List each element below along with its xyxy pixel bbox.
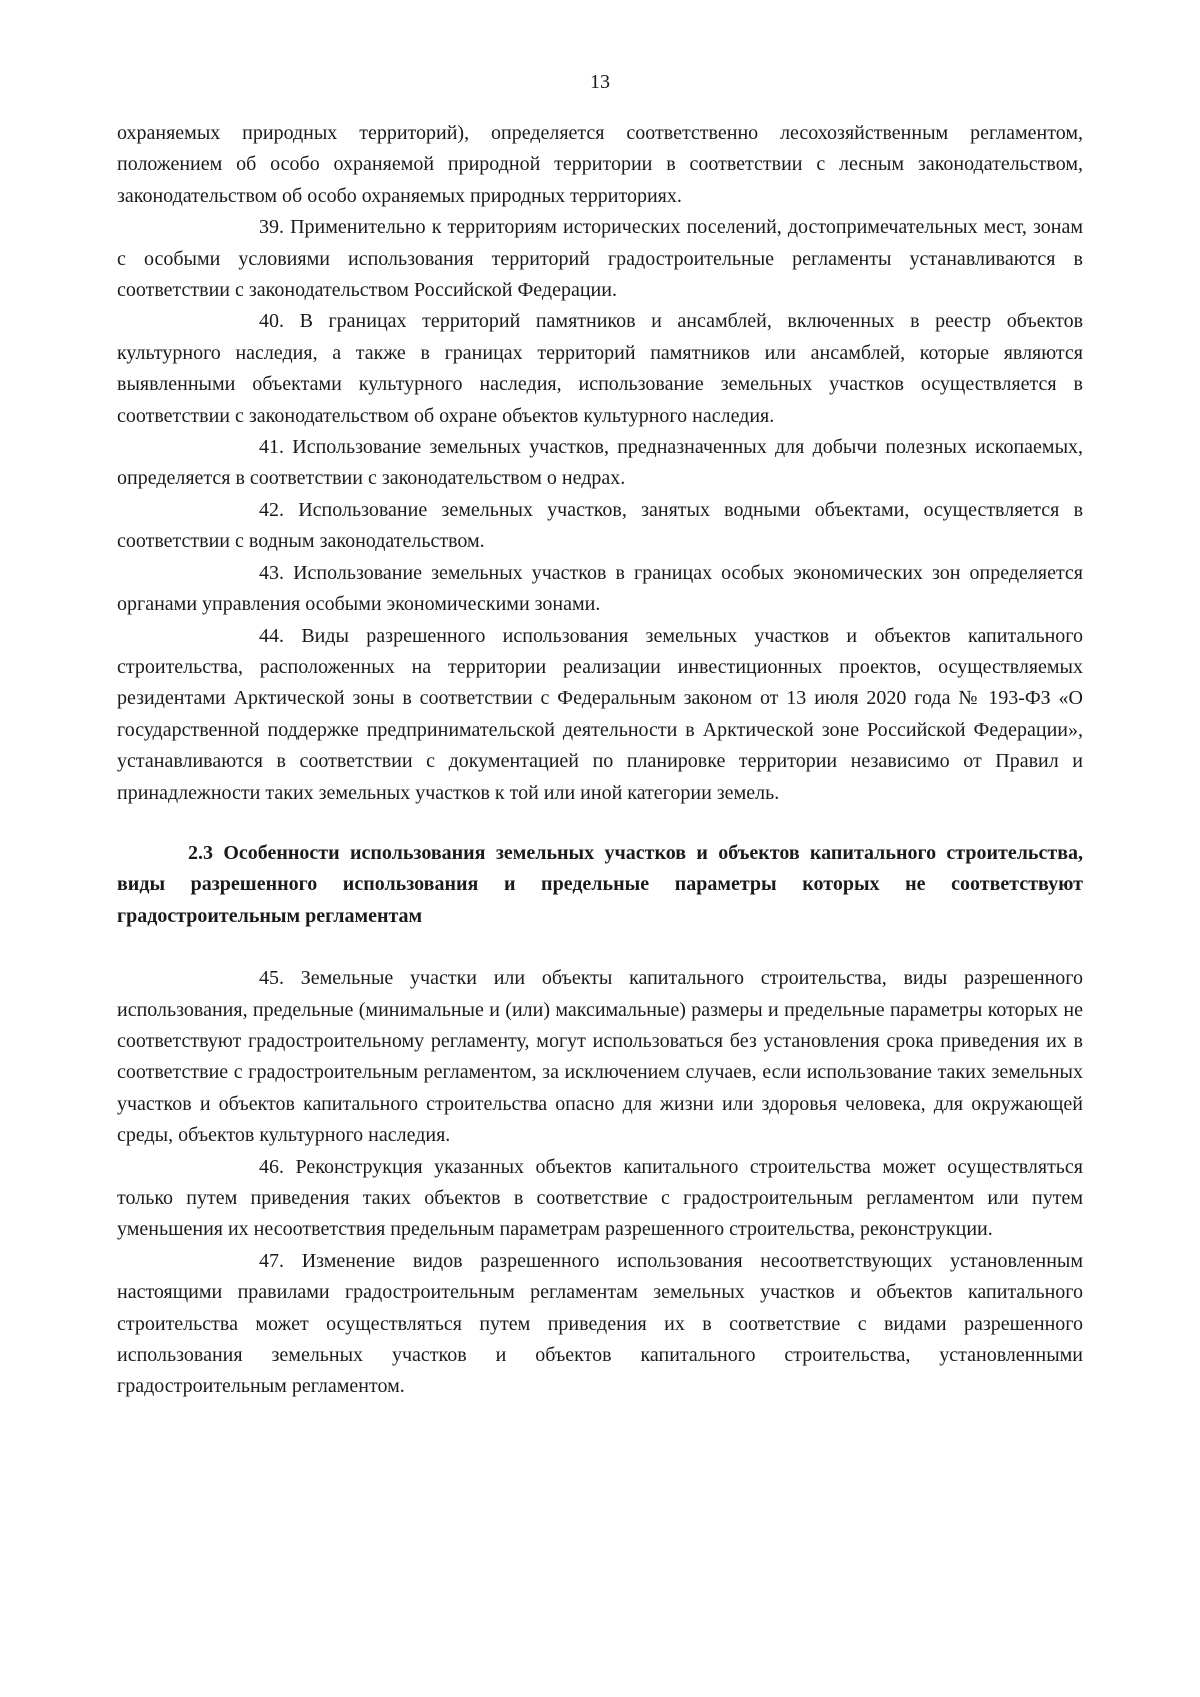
paragraph-text: Реконструкция указанных объектов капитального строительства может осуществляться только путем приведения таких объектов в соответствие с градостроительным регламентом или путем уменьшения их несоответствия предельным параметрам разрешенного строительства, реконструкции. bbox=[117, 1155, 1084, 1241]
paragraph-39 bbox=[117, 212, 1083, 306]
paragraph-text: охраняемых природных территорий), определяется соответственно лесохозяйственным регламентом, положением об особо охраняемой природной территории в соответствии с лесным законодательством, законодательством об особо охраняемых природных территориях. bbox=[117, 122, 1083, 207]
paragraph-number: 40. bbox=[259, 310, 284, 333]
paragraph-number: 41. bbox=[259, 436, 284, 459]
paragraph-text: Виды разрешенного использования земельных участков и объектов капитального строительства, расположенных на территории реализации инвестиционных проектов, осуществляемых резидентами Арктической зоны в соответствии с Федеральным законом от 13 июля 2020 года № 193-ФЗ «О государственной поддержке предпринимательской деятельности в Арктической зоне Российской Федерации», устанавливаются в соответствии с документацией по планировке территории независимо от Правил и принадлежности таких земельных участков к той или иной категории земель. bbox=[117, 624, 1084, 804]
paragraph-text: Земельные участки или объекты капитального строительства, виды разрешенного использования, предельные (минимальные и (или) максимальные) размеры и предельные параметры которых не соответствуют градостроительному регламенту, могут использоваться без установления срока приведения их в соответствие с градостроительным регламентом, за исключением случаев, если использование таких земельных участков и объектов капитального строительства опасно для жизни или здоровья человека, для окружающей среды, объектов культурного наследия. bbox=[117, 967, 1083, 1147]
paragraph-41 bbox=[117, 432, 1083, 495]
paragraph-number: 44. bbox=[259, 624, 284, 647]
paragraph-number: 39. bbox=[259, 216, 284, 239]
document-body bbox=[117, 118, 1083, 1403]
paragraph-number: 47. bbox=[259, 1249, 284, 1272]
paragraph-42 bbox=[117, 495, 1083, 558]
paragraph-43 bbox=[117, 558, 1083, 621]
paragraph-number: 45. bbox=[259, 967, 284, 990]
paragraph-text: Использование земельных участков, занятых водными объектами, осуществляется в соответствии с водным законодательством. bbox=[117, 498, 1084, 553]
page-number: 13 bbox=[590, 71, 610, 93]
paragraph-text: Использование земельных участков в границах особых экономических зон определяется органами управления особыми экономическими зонами. bbox=[117, 561, 1084, 616]
paragraph-number: 43. bbox=[259, 561, 284, 584]
paragraph-47 bbox=[117, 1246, 1083, 1403]
paragraph-text: Изменение видов разрешенного использования несоответствующих установленным настоящими правилами градостроительным регламентам земельных участков и объектов капитального строительства может осуществляться путем приведения их в соответствие с видами разрешенного использования земельных участков и объектов капитального строительства, установленными градостроительным регламентом. bbox=[117, 1249, 1084, 1398]
paragraph-number: 46. bbox=[259, 1155, 284, 1178]
paragraph-text: В границах территорий памятников и ансамблей, включенных в реестр объектов культурного наследия, а также в границах территорий памятников или ансамблей, которые являются выявленными объектами культурного наследия, использование земельных участков осуществляется в соответствии с законодательством об охране объектов культурного наследия. bbox=[117, 310, 1084, 427]
paragraph-44 bbox=[117, 621, 1083, 809]
paragraph-text: Использование земельных участков, предназначенных для добычи полезных ископаемых, определяется в соответствии с законодательством о недрах. bbox=[117, 436, 1084, 490]
section-heading: 2.3 Особенности использования земельных участков и объектов капитального строительства, виды разрешенного использования и предельные параметры которых не соответствуют градостроительным регламентам bbox=[117, 841, 1083, 927]
paragraph-40 bbox=[117, 306, 1083, 432]
paragraph-continuation bbox=[117, 118, 1083, 212]
paragraph-number: 42. bbox=[259, 498, 284, 521]
paragraph-text: Применительно к территориям исторических поселений, достопримечательных мест, зонам с особыми условиями использования территорий градостроительные регламенты устанавливаются в соответствии с законодательством Российской Федерации. bbox=[117, 216, 1083, 302]
paragraph-46 bbox=[117, 1152, 1083, 1246]
paragraph-45 bbox=[117, 963, 1083, 1151]
